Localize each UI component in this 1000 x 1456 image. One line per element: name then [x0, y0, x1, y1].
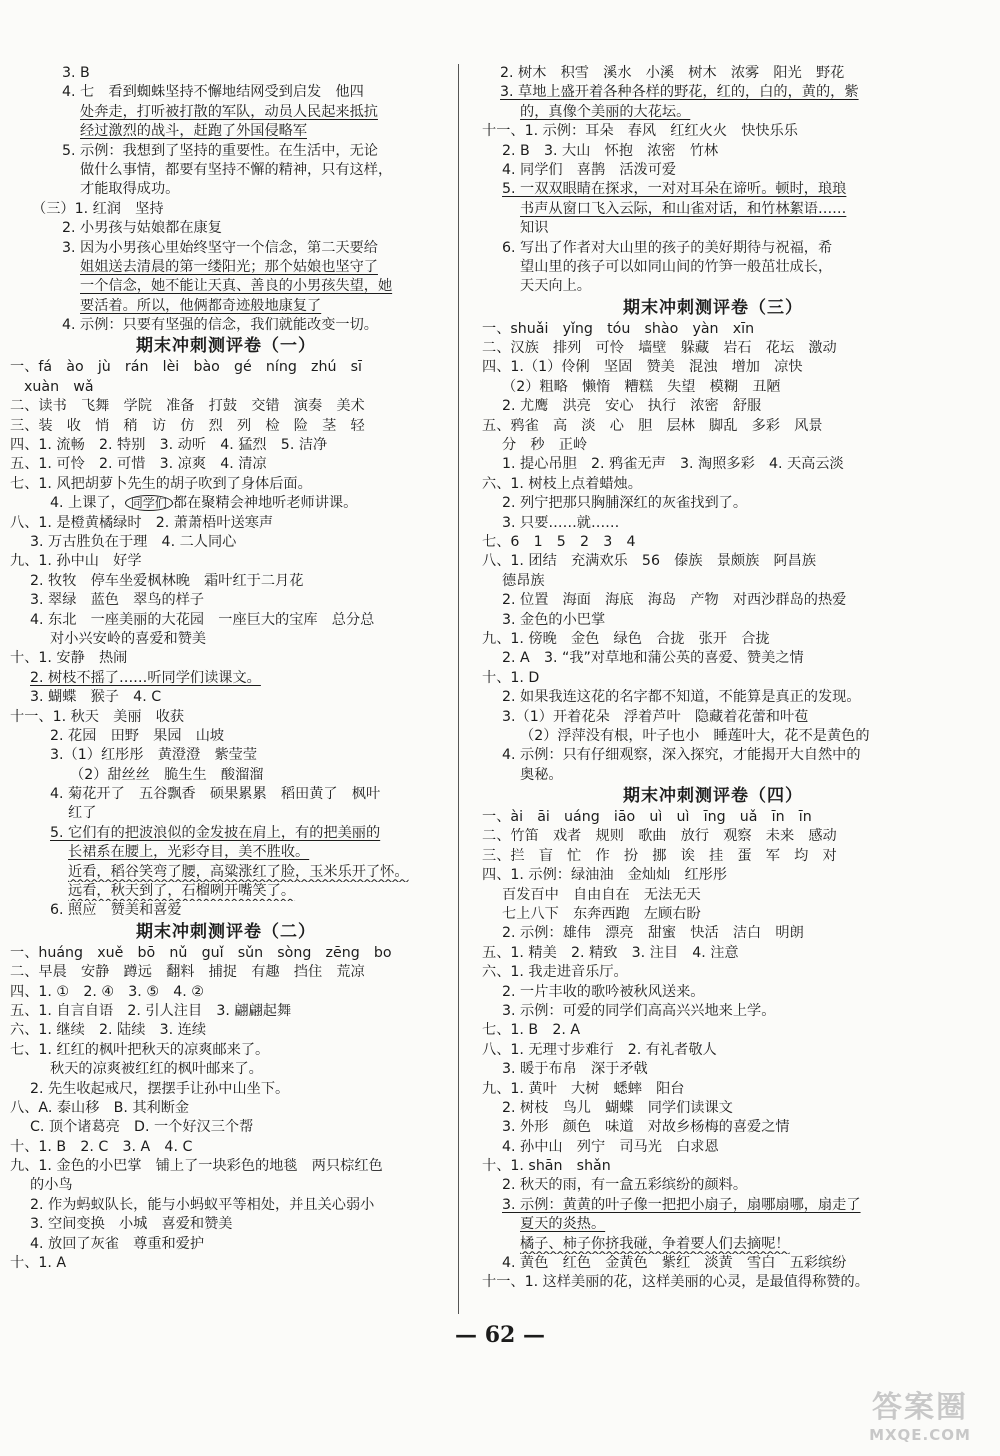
answer-line: 十、1. B 2. C 3. A 4. C [10, 1138, 193, 1155]
answer-line: 4. 上课了， 同学们 都在聚精会神地听老师讲课。 [50, 495, 358, 512]
answer-line: 天天向上。 [520, 278, 591, 295]
answer-line [478, 180, 948, 199]
answer-line: 3. 金色的小巴掌 [502, 611, 606, 628]
answer-line: 九、1. 黄叶 大树 蟋蟀 阳台 [482, 1080, 685, 1097]
answer-line: 二、早晨 安静 蹲远 翻料 捕捉 有趣 挡住 荒凉 [10, 964, 365, 981]
answer-line: 五、1. 精美 2. 精致 3. 注目 4. 注意 [482, 944, 739, 961]
answer-line [6, 297, 446, 316]
answer-line: 分 秒 正岭 [502, 437, 588, 454]
answer-line: 4. 黄色 红色 金黄色 紫红 淡黄 雪白 五彩缤纷 [502, 1255, 847, 1272]
watermark-title: 答案圈 [872, 1390, 968, 1425]
answer-line: 七、1. B 2. A [482, 1022, 581, 1039]
answer-line: 望山里的孩子可以如同山间的竹笋一般茁壮成长， [520, 258, 833, 275]
answer-line [6, 122, 446, 141]
answer-line: 4. 示例：只要有坚强的信念，我们就能改变一切。 [62, 317, 378, 334]
answer-line: （2）甜丝丝 脆生生 酸溜溜 [70, 766, 264, 783]
answer-line: 1. 提心吊胆 2. 鸦雀无声 3. 淘照多彩 4. 天高云淡 [502, 456, 844, 473]
answer-line: 对小兴安岭的喜爱和赞美 [50, 630, 207, 647]
answer-line [478, 1215, 948, 1234]
answer-line: 5. 示例：我想到了坚持的重要性。在生活中，无论 [62, 142, 378, 159]
answer-line: 3. 外形 颜色 味道 对故乡杨梅的喜爱之情 [502, 1119, 790, 1136]
answer-line: 四、1. ① 2. ④ 3. ⑤ 4. ② [10, 983, 204, 1000]
answer-line: 四、1. 流畅 2. 特别 3. 动听 4. 猛烈 5. 洁净 [10, 437, 328, 454]
answer-line: （2）浮萍没有根，叶子也小 睡莲叶大，花不是黄色的 [520, 727, 870, 744]
right-column [478, 64, 948, 1293]
answer-line: 八、1. 无理寸步难行 2. 有礼者敬人 [482, 1041, 717, 1058]
answer-line: 五、1. 可怜 2. 可惜 3. 凉爽 4. 清凉 [10, 456, 267, 473]
answer-line: 八、1. 是橙黄橘绿时 2. 萧萧梧叶送寒声 [10, 514, 274, 531]
underlined-text: 3. 示例：黄黄的叶子像一把把小扇子，扇哪扇哪，扇走了 [502, 1196, 861, 1213]
section-title: 期末冲刺测评卷（四） [623, 786, 803, 807]
answer-line: 奥秘。 [520, 766, 563, 783]
answer-line [6, 669, 446, 688]
answer-line: 2. 一片丰收的歌吟被秋风送来。 [502, 983, 705, 1000]
underlined-text: 长裙系在腰上，光彩夺目，美不胜收。 [68, 844, 310, 861]
answer-line: 2. 列宁把那只胸脯深红的灰雀找到了。 [502, 495, 748, 512]
underlined-text: 夏天的炎热。 [520, 1216, 606, 1233]
answer-line: 2. 牧牧 停车坐爱枫林晚 霜叶红于二月花 [30, 572, 304, 589]
answer-line: 十、1. shān shǎn [482, 1158, 611, 1175]
answer-line: C. 顶个诸葛亮 D. 一个好汉三个帮 [30, 1119, 254, 1136]
answer-line: 3. 只要……就…… [502, 514, 620, 531]
underlined-text: 姐姐送去清晨的第一缕阳光；那个姑娘也坚守了 [80, 258, 378, 275]
answer-line [478, 200, 948, 219]
answer-line: 2. 花园 田野 果园 山坡 [50, 727, 225, 744]
answer-line: 三、装 收 悄 稍 访 仿 烈 列 检 险 茎 轻 [10, 417, 365, 434]
page-number: — 62 — [455, 1322, 545, 1348]
answer-line: 才能取得成功。 [80, 181, 180, 198]
answer-line: 秋天的凉爽被红红的枫叶邮来了。 [50, 1061, 263, 1078]
answer-line: 4. 七 看到蜘蛛坚持不懈地结网受到启发 他四 [62, 84, 364, 101]
underlined-text: 要活着。所以，他俩都奇迹般地康复了 [80, 297, 322, 314]
answer-line: 四、1.（1）伶俐 坚固 赞美 混浊 增加 凉快 [482, 359, 803, 376]
answer-line: 3. B [62, 65, 90, 81]
underlined-text: 5. 它们有的把波浪似的金发披在肩上，有的把美丽的 [50, 824, 381, 841]
answer-line: 一、ài āi uáng iāo uì uì īng uǎ īn īn [482, 809, 812, 826]
answer-line: 3. 示例：可爱的同学们高高兴兴地来上学。 [502, 1002, 776, 1019]
answer-line: （三）1. 红润 坚持 [32, 200, 164, 217]
answer-line: 七、1. 红红的枫叶把秋天的凉爽邮来了。 [10, 1041, 270, 1058]
answer-line: 九、1. 傍晚 金色 绿色 合拢 张开 合拢 [482, 630, 770, 647]
underlined-text: 3. 草地上盛开着各种各样的野花，红的，白的，黄的，紫 [500, 84, 859, 101]
answer-line: 3.（1）红彤彤 黄澄澄 紫莹莹 [50, 747, 258, 764]
answer-line: 七、6 1 5 2 3 4 [482, 533, 636, 550]
answer-line: 4. 示例：只有仔细观察，深入探究，才能揭开大自然中的 [502, 747, 861, 764]
answer-line: 3. 万古胜负在于理 4. 二人同心 [30, 533, 237, 550]
answer-line: 2. 作为蚂蚁队长，能与小蚂蚁平等相处，并且关心弱小 [30, 1196, 375, 1213]
answer-line [6, 824, 446, 843]
answer-line: 九、1. 金色的小巴掌 铺上了一块彩色的地毯 两只棕红色 [10, 1158, 383, 1175]
answer-line: 十一、1. 这样美丽的花，这样美丽的心灵，是最值得称赞的。 [482, 1274, 869, 1291]
answer-line: xuàn wǎ [24, 378, 94, 395]
answer-line [6, 882, 446, 901]
answer-line: 六、1. 树枝上点着蜡烛。 [482, 475, 642, 492]
answer-line: 2. 树枝 鸟儿 蝴蝶 同学们读课文 [502, 1099, 733, 1116]
answer-line: 4. 同学们 喜鹊 活泼可爱 [502, 161, 677, 178]
section-title: 期末冲刺测评卷（二） [136, 921, 316, 942]
answer-line: 七、1. 风把胡萝卜先生的胡子吹到了身体后面。 [10, 475, 312, 492]
answer-line [478, 1196, 948, 1215]
underlined-text: 2. 树枝不摇了……听同学们读课文。 [30, 669, 261, 686]
answer-line: 3. 空间变换 小城 喜爱和赞美 [30, 1216, 233, 1233]
answer-line: 十、1. D [482, 669, 540, 686]
answer-line: 十一、1. 秋天 美丽 收获 [10, 708, 185, 725]
answer-line [6, 103, 446, 122]
answer-line [6, 863, 446, 882]
watermark-logo [845, 1390, 995, 1450]
answer-line: 3. 翠绿 蓝色 翠鸟的样子 [30, 592, 205, 609]
answer-line: 2. 先生收起戒尺，摆摆手让孙中山坐下。 [30, 1080, 290, 1097]
answer-line: 八、A. 泰山移 B. 其利断金 [10, 1099, 190, 1116]
answer-line: 三、拦 盲 忙 作 扮 挪 诶 挂 蛋 军 均 对 [482, 847, 837, 864]
underlined-text: 经过激烈的战斗，赶跑了外国侵略军 [80, 123, 308, 140]
answer-line: 红了 [68, 805, 97, 822]
answer-line: 2. 秋天的雨，有一盒五彩缤纷的颜料。 [502, 1177, 748, 1194]
answer-line: 6. 写出了作者对大山里的孩子的美好期待与祝福，希 [502, 239, 833, 256]
answer-line: 2. A 3. “我”对草地和蒲公英的喜爱、赞美之情 [502, 650, 804, 667]
answer-line: 2. 尤鹰 洪亮 安心 执行 浓密 舒服 [502, 398, 762, 415]
answer-line: 五、1. 自言自语 2. 引人注目 3. 翩翩起舞 [10, 1002, 292, 1019]
answer-line: 八、1. 团结 充满欢乐 56 傣族 景颇族 阿昌族 [482, 553, 817, 570]
answer-line: 2. 小男孩与姑娘都在康复 [62, 220, 222, 237]
answer-line [6, 277, 446, 296]
underlined-text: 近看，稻谷笑弯了腰，高粱涨红了脸，玉米乐开了怀。 [68, 863, 409, 880]
answer-line: 七上八下 东奔西跑 左顾右盼 [502, 906, 701, 923]
answer-line: 4. 孙中山 列宁 司马光 白求恩 [502, 1138, 719, 1155]
answer-line: 3. 因为小男孩心里始终坚守一个信念，第二天要给 [62, 239, 378, 256]
watermark-url: MXQE.COM [869, 1426, 971, 1444]
answer-line: 2. 树木 积雪 溪水 小溪 树木 浓雾 阳光 野花 [500, 65, 845, 81]
answer-line: 3.（1）开着花朵 浮着芦叶 隐藏着花蕾和叶苞 [502, 708, 809, 725]
answer-line: 五、鸦雀 高 淡 心 胆 层林 脚乱 多彩 风景 [482, 417, 823, 434]
answer-line: 德昂族 [502, 572, 545, 589]
answer-line: 4. 东北 一座美丽的大花园 一座巨大的宝库 总分总 [30, 611, 375, 628]
answer-line: 知识 [520, 220, 549, 237]
answer-line: 四、1. 示例：绿油油 金灿灿 红彤彤 [482, 867, 728, 884]
answer-line: 2. 位置 海面 海底 海岛 产物 对西沙群岛的热爱 [502, 592, 847, 609]
answer-line: 六、1. 我走进音乐厅。 [482, 964, 628, 981]
answer-line: 做什么事情，都要有坚持不懈的精神，只有这样， [80, 161, 393, 178]
answer-line: 4. 放回了灰雀 尊重和爱护 [30, 1235, 205, 1252]
underlined-text: 一个信念，她不能让天真、善良的小男孩失望，她 [80, 278, 393, 295]
answer-line: 一、fá ào jù rán lèi bào gé níng zhú sī [10, 359, 363, 376]
section-title: 期末冲刺测评卷（一） [136, 336, 316, 357]
answer-line [478, 83, 948, 102]
answer-line [6, 843, 446, 862]
section-title: 期末冲刺测评卷（三） [623, 297, 803, 318]
answer-line: 九、1. 孙中山 好学 [10, 553, 142, 570]
answer-line: 6. 照应 赞美和喜爱 [50, 902, 182, 919]
answer-line: 2. 如果我连这花的名字都不知道，不能算是真正的发现。 [502, 689, 861, 706]
answer-line: 一、huáng xuě bō nǔ guǐ sǔn sòng zēng bo [10, 944, 392, 961]
answer-line: 二、汉族 排列 可怜 墙壁 躲藏 岩石 花坛 激动 [482, 340, 837, 357]
answer-line: 二、竹笛 戏者 规则 歌曲 放行 观察 未来 感动 [482, 828, 837, 845]
answer-line: 六、1. 继续 2. 陆续 3. 连续 [10, 1022, 207, 1039]
underlined-text: 橘子、柿子你挤我碰，争着要人们去摘呢！ [520, 1235, 790, 1252]
answer-line: 一、shuǎi yǐng tóu shào yàn xīn [482, 320, 755, 337]
underlined-text: 的，真像个美丽的大花坛。 [520, 103, 691, 120]
answer-line: 十、1. A [10, 1255, 67, 1272]
answer-line: 十一、1. 示例：耳朵 春风 红红火火 快快乐乐 [482, 123, 798, 140]
answer-line: 2. 示例：雄伟 漂亮 甜蜜 快活 洁白 明朗 [502, 925, 804, 942]
answer-line: （2）粗略 懒惰 糟糕 失望 模糊 丑陋 [502, 378, 781, 395]
underlined-text: 5. 一双双眼睛在探求，一对对耳朵在谛听。顿时，琅琅 [502, 181, 847, 198]
answer-line: 二、读书 飞舞 学院 准备 打鼓 交错 演奏 美术 [10, 398, 365, 415]
column-divider [458, 64, 459, 1314]
answer-line: 3. 暖于布帛 深于矛戟 [502, 1061, 648, 1078]
answer-line [6, 258, 446, 277]
answer-line: 百发百中 自由自在 无法无天 [502, 886, 701, 903]
answer-line: 4. 菊花开了 五谷飘香 硕果累累 稻田黄了 枫叶 [50, 786, 381, 803]
underlined-text: 远看，秋天到了，石榴咧开嘴笑了。 [68, 883, 296, 900]
answer-line: 十、1. 安静 热闹 [10, 650, 128, 667]
answer-line [478, 103, 948, 122]
underlined-text: 处奔走，打听被打散的军队，动员人民起来抵抗 [80, 103, 378, 120]
answer-line [478, 1235, 948, 1254]
left-column [6, 64, 446, 1273]
answer-line: 3. 蝴蝶 猴子 4. C [30, 689, 162, 706]
underlined-text: 书声从窗口飞入云际，和山雀对话，和竹林絮语…… [520, 200, 847, 217]
circled-word: 同学们 [125, 495, 173, 511]
answer-line: 2. B 3. 大山 怀抱 浓密 竹林 [502, 142, 719, 159]
answer-line: 的小鸟 [30, 1177, 73, 1194]
